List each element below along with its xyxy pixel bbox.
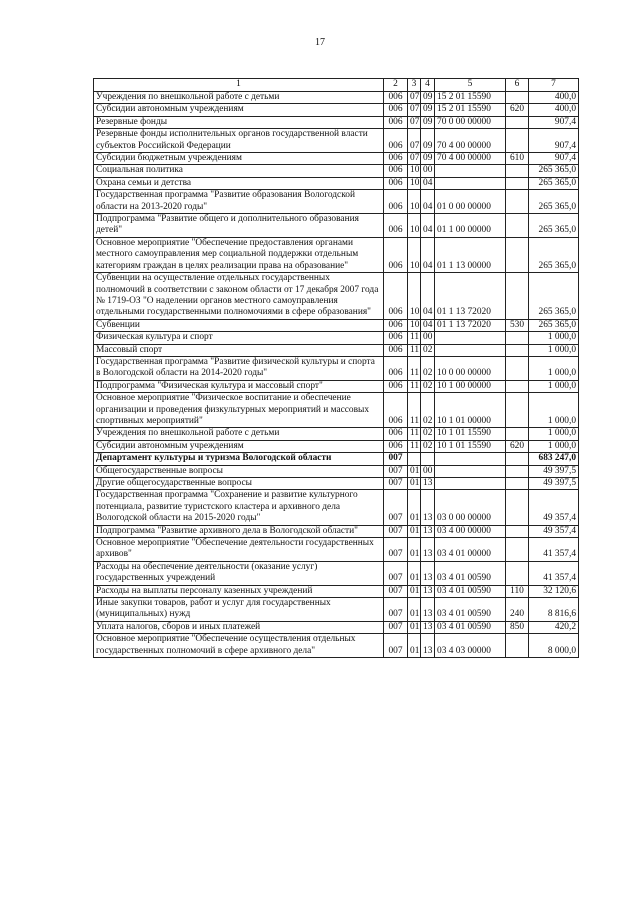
- header-col-3: 3: [408, 79, 421, 92]
- row-name-cell: Уплата налогов, сборов и иных платежей: [94, 621, 384, 633]
- target-article-cell: 70 4 00 00000: [435, 129, 506, 153]
- ministry-code-cell: 006: [384, 190, 408, 214]
- expense-type-cell: [506, 273, 529, 320]
- row-name-cell: Резервные фонды исполнительных органов государственной власти субъектов Российской Федерации: [94, 129, 384, 153]
- ministry-code-cell: 006: [384, 273, 408, 320]
- subsection-code-cell: 02: [421, 344, 435, 356]
- subsection-code-cell: 13: [421, 490, 435, 525]
- ministry-code-cell: 007: [384, 453, 408, 465]
- table-row: [94, 344, 579, 356]
- table-row: [94, 116, 579, 128]
- ministry-code-cell: 006: [384, 380, 408, 392]
- ministry-code-cell: 006: [384, 237, 408, 272]
- ministry-code-cell: 007: [384, 478, 408, 490]
- amount-cell: 1 000,0: [529, 393, 579, 428]
- target-article-cell: 03 4 03 00000: [435, 634, 506, 658]
- ministry-code-cell: 006: [384, 393, 408, 428]
- subsection-code-cell: 04: [421, 319, 435, 331]
- ministry-code-cell: 007: [384, 634, 408, 658]
- row-name-cell: Резервные фонды: [94, 116, 384, 128]
- target-article-cell: 03 4 00 00000: [435, 525, 506, 537]
- expense-type-cell: 850: [506, 621, 529, 633]
- target-article-cell: [435, 344, 506, 356]
- expense-type-cell: [506, 490, 529, 525]
- section-code-cell: 01: [408, 621, 421, 633]
- subsection-code-cell: 13: [421, 634, 435, 658]
- table-row: [94, 319, 579, 331]
- section-code-cell: 11: [408, 440, 421, 452]
- amount-cell: 8 816,6: [529, 598, 579, 622]
- subsection-code-cell: 02: [421, 393, 435, 428]
- section-code-cell: [408, 453, 421, 465]
- row-name-cell: Учреждения по внешкольной работе с детьми: [94, 428, 384, 440]
- section-code-cell: 11: [408, 393, 421, 428]
- expense-type-cell: [506, 538, 529, 562]
- row-name-cell: Государственная программа "Развитие образования Вологодской области на 2013-2020 годы": [94, 190, 384, 214]
- amount-cell: 1 000,0: [529, 332, 579, 344]
- row-name-cell: Подпрограмма "Развитие общего и дополнительного образования детей": [94, 214, 384, 238]
- section-code-cell: 11: [408, 332, 421, 344]
- table-header-row: [94, 79, 579, 92]
- ministry-code-cell: 007: [384, 538, 408, 562]
- expense-type-cell: [506, 634, 529, 658]
- amount-cell: 1 000,0: [529, 356, 579, 380]
- ministry-code-cell: 006: [384, 332, 408, 344]
- subsection-code-cell: 13: [421, 598, 435, 622]
- expense-type-cell: [506, 393, 529, 428]
- row-name-cell: Основное мероприятие "Физическое воспитание и обеспечение организации и проведения физкультурных мероприятий и массовых спортивных мероприятий": [94, 393, 384, 428]
- ministry-code-cell: 006: [384, 440, 408, 452]
- target-article-cell: 10 1 00 00000: [435, 380, 506, 392]
- amount-cell: 1 000,0: [529, 344, 579, 356]
- row-name-cell: Субвенции на осуществление отдельных государственных полномочий в соответствии с законом области от 17 декабря 2007 года № 1719-ОЗ "О наделении органов местного самоуправления отдельными государственными полномочиями в сфере образования": [94, 273, 384, 320]
- subsection-code-cell: [421, 453, 435, 465]
- ministry-code-cell: 006: [384, 92, 408, 104]
- expense-type-cell: [506, 465, 529, 477]
- target-article-cell: 15 2 01 15590: [435, 104, 506, 116]
- row-name-cell: Субвенции: [94, 319, 384, 331]
- table-row: [94, 478, 579, 490]
- expense-type-cell: [506, 561, 529, 585]
- subsection-code-cell: 00: [421, 165, 435, 177]
- target-article-cell: [435, 165, 506, 177]
- expense-type-cell: [506, 214, 529, 238]
- amount-cell: 400,0: [529, 104, 579, 116]
- section-code-cell: 01: [408, 490, 421, 525]
- section-code-cell: 01: [408, 465, 421, 477]
- amount-cell: 265 365,0: [529, 237, 579, 272]
- subsection-code-cell: 00: [421, 332, 435, 344]
- table-row: [94, 356, 579, 380]
- expense-type-cell: [506, 237, 529, 272]
- amount-cell: 265 365,0: [529, 319, 579, 331]
- subsection-code-cell: 04: [421, 273, 435, 320]
- row-name-cell: Государственная программа "Развитие физической культуры и спорта в Вологодской области на 2014-2020 годы": [94, 356, 384, 380]
- target-article-cell: 03 0 00 00000: [435, 490, 506, 525]
- ministry-code-cell: 006: [384, 177, 408, 189]
- expense-type-cell: [506, 92, 529, 104]
- target-article-cell: 03 4 01 00590: [435, 598, 506, 622]
- target-article-cell: 10 1 01 00000: [435, 393, 506, 428]
- ministry-code-cell: 006: [384, 214, 408, 238]
- target-article-cell: 01 1 00 00000: [435, 214, 506, 238]
- section-code-cell: 10: [408, 273, 421, 320]
- expense-type-cell: [506, 478, 529, 490]
- subsection-code-cell: 09: [421, 104, 435, 116]
- page-number: 17: [315, 37, 325, 48]
- section-code-cell: 11: [408, 356, 421, 380]
- table-row: [94, 453, 579, 465]
- section-code-cell: 11: [408, 380, 421, 392]
- amount-cell: 907,4: [529, 153, 579, 165]
- target-article-cell: 15 2 01 15590: [435, 92, 506, 104]
- amount-cell: 1 000,0: [529, 380, 579, 392]
- section-code-cell: 10: [408, 237, 421, 272]
- row-name-cell: Массовый спорт: [94, 344, 384, 356]
- section-code-cell: 10: [408, 214, 421, 238]
- ministry-code-cell: 006: [384, 428, 408, 440]
- row-name-cell: Департамент культуры и туризма Вологодской области: [94, 453, 384, 465]
- subsection-code-cell: 09: [421, 116, 435, 128]
- target-article-cell: 01 0 00 00000: [435, 190, 506, 214]
- target-article-cell: 03 4 01 00000: [435, 538, 506, 562]
- section-code-cell: 07: [408, 92, 421, 104]
- row-name-cell: Охрана семьи и детства: [94, 177, 384, 189]
- section-code-cell: 01: [408, 478, 421, 490]
- row-name-cell: Государственная программа "Сохранение и развитие культурного потенциала, развитие туристского кластера и архивного дела Вологодской области на 2015-2020 годы": [94, 490, 384, 525]
- table-row: [94, 273, 579, 320]
- section-code-cell: 10: [408, 177, 421, 189]
- table-row: [94, 393, 579, 428]
- table-row: [94, 561, 579, 585]
- subsection-code-cell: 09: [421, 153, 435, 165]
- subsection-code-cell: 02: [421, 440, 435, 452]
- subsection-code-cell: 02: [421, 428, 435, 440]
- expense-type-cell: [506, 165, 529, 177]
- amount-cell: 265 365,0: [529, 273, 579, 320]
- ministry-code-cell: 006: [384, 116, 408, 128]
- header-col-1: 1: [94, 79, 384, 92]
- expense-type-cell: [506, 525, 529, 537]
- section-code-cell: 11: [408, 428, 421, 440]
- row-name-cell: Социальная политика: [94, 165, 384, 177]
- target-article-cell: 01 1 13 00000: [435, 237, 506, 272]
- target-article-cell: [435, 453, 506, 465]
- amount-cell: 907,4: [529, 116, 579, 128]
- expense-type-cell: [506, 332, 529, 344]
- table-row: [94, 465, 579, 477]
- amount-cell: 683 247,0: [529, 453, 579, 465]
- ministry-code-cell: 006: [384, 319, 408, 331]
- ministry-code-cell: 007: [384, 525, 408, 537]
- ministry-code-cell: 006: [384, 356, 408, 380]
- amount-cell: 49 397,5: [529, 478, 579, 490]
- ministry-code-cell: 006: [384, 344, 408, 356]
- subsection-code-cell: 04: [421, 190, 435, 214]
- target-article-cell: [435, 465, 506, 477]
- target-article-cell: 01 1 13 72020: [435, 319, 506, 331]
- row-name-cell: Расходы на выплаты персоналу казенных учреждений: [94, 585, 384, 597]
- subsection-code-cell: 04: [421, 177, 435, 189]
- section-code-cell: 01: [408, 538, 421, 562]
- table-body: [94, 92, 579, 658]
- amount-cell: 1 000,0: [529, 428, 579, 440]
- table-row: [94, 153, 579, 165]
- section-code-cell: 10: [408, 165, 421, 177]
- subsection-code-cell: 09: [421, 129, 435, 153]
- header-col-5: 5: [435, 79, 506, 92]
- amount-cell: 265 365,0: [529, 190, 579, 214]
- amount-cell: 49 397,5: [529, 465, 579, 477]
- subsection-code-cell: 13: [421, 561, 435, 585]
- expense-type-cell: [506, 344, 529, 356]
- ministry-code-cell: 007: [384, 465, 408, 477]
- table-row: [94, 92, 579, 104]
- ministry-code-cell: 006: [384, 129, 408, 153]
- section-code-cell: 07: [408, 104, 421, 116]
- target-article-cell: 10 1 01 15590: [435, 428, 506, 440]
- expense-type-cell: 240: [506, 598, 529, 622]
- row-name-cell: Основное мероприятие "Обеспечение деятельности государственных архивов": [94, 538, 384, 562]
- subsection-code-cell: 13: [421, 538, 435, 562]
- table-row: [94, 214, 579, 238]
- amount-cell: 265 365,0: [529, 165, 579, 177]
- amount-cell: 265 365,0: [529, 214, 579, 238]
- row-name-cell: Субсидии автономным учреждениям: [94, 440, 384, 452]
- amount-cell: 49 357,4: [529, 525, 579, 537]
- table-row: [94, 598, 579, 622]
- expense-type-cell: 620: [506, 440, 529, 452]
- subsection-code-cell: 04: [421, 214, 435, 238]
- row-name-cell: Субсидии автономным учреждениям: [94, 104, 384, 116]
- ministry-code-cell: 007: [384, 585, 408, 597]
- expense-type-cell: [506, 356, 529, 380]
- header-col-7: 7: [529, 79, 579, 92]
- amount-cell: 420,2: [529, 621, 579, 633]
- subsection-code-cell: 00: [421, 465, 435, 477]
- target-article-cell: 10 0 00 00000: [435, 356, 506, 380]
- row-name-cell: Общегосударственные вопросы: [94, 465, 384, 477]
- row-name-cell: Подпрограмма "Физическая культура и массовый спорт": [94, 380, 384, 392]
- target-article-cell: 70 4 00 00000: [435, 153, 506, 165]
- table-row: [94, 428, 579, 440]
- amount-cell: 41 357,4: [529, 561, 579, 585]
- amount-cell: 907,4: [529, 129, 579, 153]
- target-article-cell: 03 4 01 00590: [435, 621, 506, 633]
- table-row: [94, 332, 579, 344]
- section-code-cell: 10: [408, 190, 421, 214]
- row-name-cell: Другие общегосударственные вопросы: [94, 478, 384, 490]
- subsection-code-cell: 13: [421, 585, 435, 597]
- ministry-code-cell: 007: [384, 598, 408, 622]
- table-row: [94, 585, 579, 597]
- table-row: [94, 525, 579, 537]
- ministry-code-cell: 006: [384, 165, 408, 177]
- header-col-4: 4: [421, 79, 435, 92]
- header-col-2: 2: [384, 79, 408, 92]
- amount-cell: 400,0: [529, 92, 579, 104]
- section-code-cell: 01: [408, 634, 421, 658]
- ministry-code-cell: 006: [384, 153, 408, 165]
- row-name-cell: Иные закупки товаров, работ и услуг для государственных (муниципальных) нужд: [94, 598, 384, 622]
- expense-type-cell: 610: [506, 153, 529, 165]
- amount-cell: 49 357,4: [529, 490, 579, 525]
- ministry-code-cell: 007: [384, 490, 408, 525]
- table-row: [94, 490, 579, 525]
- row-name-cell: Расходы на обеспечение деятельности (оказание услуг) государственных учреждений: [94, 561, 384, 585]
- expense-type-cell: [506, 453, 529, 465]
- table-row: [94, 621, 579, 633]
- table-row: [94, 538, 579, 562]
- table-row: [94, 440, 579, 452]
- subsection-code-cell: 09: [421, 92, 435, 104]
- row-name-cell: Основное мероприятие "Обеспечение предоставления органами местного самоуправления мер социальной поддержки отдельным категориям граждан в целях реализации права на образование": [94, 237, 384, 272]
- expense-type-cell: [506, 428, 529, 440]
- section-code-cell: 01: [408, 561, 421, 585]
- table-row: [94, 237, 579, 272]
- expense-type-cell: [506, 129, 529, 153]
- amount-cell: 41 357,4: [529, 538, 579, 562]
- expense-type-cell: 110: [506, 585, 529, 597]
- row-name-cell: Учреждения по внешкольной работе с детьми: [94, 92, 384, 104]
- target-article-cell: 01 1 13 72020: [435, 273, 506, 320]
- table-row: [94, 380, 579, 392]
- table-row: [94, 104, 579, 116]
- target-article-cell: 03 4 01 00590: [435, 561, 506, 585]
- section-code-cell: 01: [408, 585, 421, 597]
- expense-type-cell: [506, 177, 529, 189]
- amount-cell: 32 120,6: [529, 585, 579, 597]
- expense-type-cell: [506, 190, 529, 214]
- row-name-cell: Физическая культура и спорт: [94, 332, 384, 344]
- ministry-code-cell: 006: [384, 104, 408, 116]
- target-article-cell: [435, 332, 506, 344]
- budget-table: [93, 78, 579, 658]
- section-code-cell: 11: [408, 344, 421, 356]
- expense-type-cell: [506, 380, 529, 392]
- row-name-cell: Субсидии бюджетным учреждениям: [94, 153, 384, 165]
- section-code-cell: 01: [408, 525, 421, 537]
- header-col-6: 6: [506, 79, 529, 92]
- amount-cell: 8 000,0: [529, 634, 579, 658]
- ministry-code-cell: 007: [384, 621, 408, 633]
- section-code-cell: 07: [408, 116, 421, 128]
- target-article-cell: 70 0 00 00000: [435, 116, 506, 128]
- ministry-code-cell: 007: [384, 561, 408, 585]
- subsection-code-cell: 02: [421, 380, 435, 392]
- subsection-code-cell: 04: [421, 237, 435, 272]
- table-row: [94, 634, 579, 658]
- table-row: [94, 165, 579, 177]
- section-code-cell: 01: [408, 598, 421, 622]
- expense-type-cell: 620: [506, 104, 529, 116]
- subsection-code-cell: 13: [421, 525, 435, 537]
- table-row: [94, 129, 579, 153]
- section-code-cell: 07: [408, 153, 421, 165]
- amount-cell: 265 365,0: [529, 177, 579, 189]
- target-article-cell: 10 1 01 15590: [435, 440, 506, 452]
- amount-cell: 1 000,0: [529, 440, 579, 452]
- expense-type-cell: [506, 116, 529, 128]
- expense-type-cell: 530: [506, 319, 529, 331]
- table-row: [94, 177, 579, 189]
- subsection-code-cell: 02: [421, 356, 435, 380]
- target-article-cell: [435, 177, 506, 189]
- subsection-code-cell: 13: [421, 621, 435, 633]
- target-article-cell: [435, 478, 506, 490]
- row-name-cell: Подпрограмма "Развитие архивного дела в Вологодской области": [94, 525, 384, 537]
- section-code-cell: 10: [408, 319, 421, 331]
- subsection-code-cell: 13: [421, 478, 435, 490]
- target-article-cell: 03 4 01 00590: [435, 585, 506, 597]
- table-row: [94, 190, 579, 214]
- section-code-cell: 07: [408, 129, 421, 153]
- row-name-cell: Основное мероприятие "Обеспечение осуществления отдельных государственных полномочий в сфере архивного дела": [94, 634, 384, 658]
